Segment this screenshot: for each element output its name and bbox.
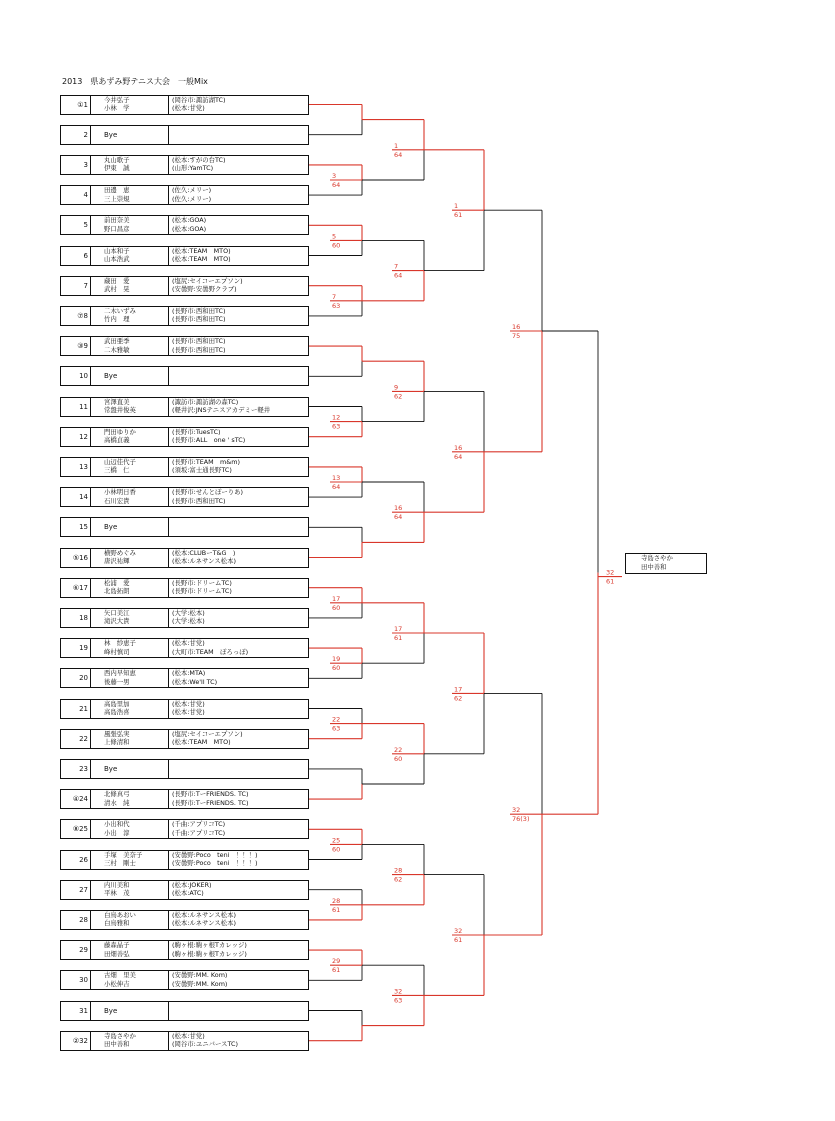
draw-number: 21 [61,700,91,718]
final-winner-number: 32 [606,568,615,577]
player-1-club: (長野市:TuesTC) [172,427,221,436]
player-1-club: (松本:甘党) [172,1031,205,1040]
match-winner-number: 13 [332,474,341,482]
player-2-club: (松本:ルネサンス松本) [172,919,236,928]
player-1-name: 山辺佳代子 [104,457,136,466]
player-2-name: 後藤一男 [104,677,130,686]
player-1-name: 小出和代 [104,820,130,829]
match-score: 76(3) [512,815,530,824]
match-winner-number: 7 [332,292,337,301]
draw-number: 15 [61,518,91,536]
player-1-club: (安曇野:MM. Kom) [172,971,228,980]
draw-number: 14 [61,488,91,506]
match-score: 64 [332,483,341,491]
draw-number: 27 [61,881,91,899]
player-1-name: 今井弘子 [104,95,130,104]
player-2-name: 小松伸吉 [104,979,130,988]
match-score: 63 [332,724,341,733]
champion-player-2: 田中善和 [641,562,667,571]
player-1-name: 風張弘実 [104,729,130,738]
player-1-club: (長野市:西和田TC) [172,306,226,315]
player-1-club: (千曲:アプリコTC) [172,820,226,829]
player-1-club: (長野市:せんとぽーりあ) [172,488,244,497]
match-score: 64 [332,181,341,189]
draw-number: 4 [61,186,91,204]
player-2-name: 三上崇規 [104,194,130,203]
match-score: 61 [394,634,403,642]
player-2-club: (長野市:ALL one ' sTC) [172,436,246,445]
draw-number: 10 [61,367,91,385]
draw-number: ⑧25 [61,820,91,838]
draw-number: 29 [61,941,91,959]
draw-number: 30 [61,971,91,989]
player-1-club: (松本:CLUBーT&G ) [172,548,236,557]
draw-number: 2 [61,126,91,144]
player-2-club: (大町市:TEAM ぽろっぽ) [172,647,249,656]
player-1-club: (松本:TEAM MTO) [172,246,231,255]
player-2-name: 野口昌彦 [104,224,130,233]
player-1-name: 山本和子 [104,246,130,255]
player-1-club: (松本:甘党) [172,699,205,708]
player-2-name: 峰村慎司 [104,647,130,656]
match-winner-number: 28 [394,866,403,875]
match-winner-number: 9 [394,383,399,392]
player-2-club: (長野市:TーFRIENDS. TC) [172,798,249,807]
draw-number: 18 [61,609,91,627]
player-1-name: 田邊 恵 [104,186,130,195]
draw-number: 12 [61,428,91,446]
player-1-club: (佐久:メリー) [172,186,212,195]
player-2-name: 白鳥雅和 [104,919,130,928]
match-winner-number: 22 [394,745,403,754]
player-1-name: 寺島さやか [104,1031,136,1040]
player-2-name: 小出 淳 [104,828,130,837]
player-1-club: (松本:GOA) [172,216,207,225]
player-2-name: 三橋 仁 [104,466,130,475]
draw-number: 22 [61,730,91,748]
bye-label: Bye [104,1006,118,1015]
player-1-name: 高島里加 [104,699,130,708]
player-2-name: 小林 学 [104,104,130,112]
match-score: 75 [512,332,521,340]
player-2-name: 上條清和 [104,738,130,747]
bye-label: Bye [104,523,118,532]
match-winner-number: 17 [332,594,341,603]
player-2-name: 田中善和 [104,1040,130,1049]
draw-number: ⑤16 [61,549,91,567]
match-score: 60 [394,754,403,763]
final-score: 61 [606,577,615,586]
player-2-club: (安曇野:Poco teni ！！！) [172,859,258,867]
draw-number: 13 [61,458,91,476]
match-winner-number: 32 [512,806,521,815]
match-winner-number: 3 [332,172,337,180]
player-1-club: (諏訪市:諏訪湖の森TC) [172,397,239,406]
match-winner-number: 28 [332,896,341,905]
match-score: 62 [394,392,403,401]
draw-number: 6 [61,247,91,265]
player-2-name: 高島浩喜 [104,708,130,716]
player-2-club: (安曇野:安曇野クラブ) [172,285,237,294]
player-1-name: 二木いずみ [104,306,136,315]
player-2-club: (大学:松本) [172,617,205,626]
player-1-club: (松本:MTA) [172,669,206,678]
player-1-name: 横野めぐみ [104,548,136,557]
match-score: 60 [332,845,341,854]
bye-label: Bye [104,130,118,139]
player-2-club: (松本:ATC) [172,889,204,898]
player-1-club: (長野市:TーFRIENDS. TC) [172,790,249,799]
player-1-club: (大学:松本) [172,608,205,617]
draw-number: ⑦8 [61,307,91,325]
player-2-club: (岡谷市:ユニバースTC) [172,1040,238,1049]
player-1-club: (安曇野:Poco teni ！！！) [172,850,258,859]
draw-number: ③9 [61,337,91,355]
match-winner-number: 17 [454,685,463,694]
match-winner-number: 1 [394,141,399,150]
player-2-club: (長野市:西和田TC) [172,315,226,324]
draw-number: ①1 [61,96,91,114]
match-score: 60 [332,603,341,612]
draw-number: ②32 [61,1032,91,1050]
player-1-name: 西内早知恵 [104,669,136,678]
match-score: 61 [332,905,341,914]
player-1-name: 藤森晶子 [104,941,130,950]
match-score: 63 [332,301,341,310]
player-2-club: (千曲:アプリコTC) [172,828,226,837]
match-winner-number: 32 [394,987,403,996]
match-winner-number: 17 [394,625,403,633]
player-2-club: (松本:We'll TC) [172,677,218,686]
match-score: 63 [332,422,341,431]
player-2-name: 滝沢大貴 [104,617,130,626]
player-2-club: (長野市:西和田TC) [172,496,226,505]
player-2-name: 竹内 理 [104,315,130,324]
draw-number: 23 [61,760,91,778]
match-score: 61 [332,966,341,975]
player-1-name: 武田亜季 [104,337,130,346]
player-2-name: 平林 茂 [104,889,130,898]
match-winner-number: 16 [394,504,403,513]
bye-label: Bye [104,372,118,381]
draw-number: 26 [61,851,91,869]
player-2-name: 石川宏貴 [104,496,130,505]
player-2-name: 田畑善弘 [104,949,130,958]
player-2-name: 常盤井俊英 [104,406,136,414]
player-1-club: (長野市:西和田TC) [172,337,226,346]
player-1-name: 宮澤直美 [104,397,130,406]
player-2-club: (山形:YamTC) [172,164,214,173]
player-2-club: (松本:GOA) [172,224,207,233]
player-2-club: (駒ヶ根:駒ヶ根Tカレッジ) [172,949,247,958]
player-2-club: (松本:甘党) [172,708,205,716]
player-1-name: 小林明日香 [104,488,136,497]
player-1-name: 林 紗恵子 [104,639,136,648]
draw-number: 5 [61,216,91,234]
match-winner-number: 7 [394,262,399,271]
player-1-name: 北條真弓 [104,790,130,799]
match-score: 62 [394,875,403,884]
match-score: 64 [454,452,463,461]
match-score: 61 [454,211,463,220]
player-1-name: 門田ゆりか [104,427,136,436]
player-1-club: (塩尻:セイコーエプソン) [172,729,243,738]
match-winner-number: 32 [454,927,463,935]
player-2-club: (長野市:ドリームTC) [172,587,232,596]
draw-number: 7 [61,277,91,295]
player-2-name: 二木雅敏 [104,345,130,354]
player-2-name: 伊東 誠 [104,164,130,173]
match-winner-number: 22 [332,715,341,724]
match-winner-number: 12 [332,413,341,422]
match-score: 64 [394,271,403,280]
draw-number: 28 [61,911,91,929]
tournament-title: 2013 県あずみ野テニス大会 一般Mix [62,77,208,86]
draw-number: 20 [61,669,91,687]
draw-number: ④24 [61,790,91,808]
player-1-club: (松本:すがの台TC) [172,155,226,164]
player-2-club: (軽井沢:JNSテニスアカデミー軽井 [172,406,271,414]
player-2-name: 高橋貞義 [104,436,130,445]
draw-number: 31 [61,1002,91,1020]
match-score: 60 [332,241,341,250]
match-score: 64 [394,150,403,159]
player-1-club: (松本:JOKER) [172,880,212,889]
player-1-club: (松本:ルネサンス松本) [172,910,236,919]
player-1-club: (松本:甘党) [172,639,205,648]
match-winner-number: 5 [332,232,337,241]
player-1-name: 矢口美江 [104,608,130,617]
match-score: 61 [454,936,463,944]
player-2-name: 北島拓朗 [104,587,130,596]
player-2-club: (佐久:メリー) [172,194,212,203]
match-score: 60 [332,664,341,673]
match-score: 64 [394,513,403,522]
player-2-name: 武村 晃 [104,285,130,294]
match-winner-number: 25 [332,836,341,845]
draw-number: 19 [61,639,91,657]
player-1-club: (塩尻:セイコーエプソン) [172,276,243,285]
match-winner-number: 16 [512,323,521,331]
match-score: 63 [394,996,403,1005]
player-1-name: 内川美和 [104,880,130,889]
bye-label: Bye [104,764,118,773]
player-2-club: (松本:甘党) [172,104,205,112]
match-score: 62 [454,694,463,703]
player-2-club: (松本:ルネサンス松本) [172,557,236,565]
match-winner-number: 16 [454,443,463,452]
player-1-name: 古畑 里美 [104,971,136,980]
match-winner-number: 19 [332,655,341,664]
player-1-name: 松浦 愛 [104,578,130,587]
match-winner-number: 1 [454,202,459,211]
player-1-name: 蔵田 愛 [104,276,130,285]
champion-box [625,553,707,574]
player-2-club: (須坂:富士通長野TC) [172,466,232,475]
champion-player-1: 寺島さやか [641,554,673,562]
player-2-name: 三村 剛士 [104,859,136,867]
player-1-club: (岡谷市:諏訪湖TC) [172,95,226,104]
draw-number: 11 [61,398,91,416]
player-2-club: (松本:TEAM MTO) [172,738,231,747]
match-winner-number: 29 [332,957,341,966]
player-2-club: (長野市:西和田TC) [172,345,226,354]
draw-number: ⑥17 [61,579,91,597]
player-2-name: 山本浩武 [104,255,130,263]
player-2-name: 清水 純 [104,798,130,807]
player-2-club: (安曇野:MM. Kom) [172,979,228,988]
player-1-name: 前田奈美 [104,216,130,225]
player-1-name: 丸山歌子 [104,155,130,164]
draw-number: 3 [61,156,91,174]
player-1-club: (長野市:ドリームTC) [172,578,232,587]
player-1-club: (駒ヶ根:駒ヶ根Tカレッジ) [172,941,247,950]
player-1-name: 白鳥あおい [104,910,136,919]
player-2-name: 唐沢祐輝 [104,557,130,565]
player-1-club: (長野市:TEAM m&m) [172,457,240,466]
player-1-name: 手塚 美奈子 [104,850,143,859]
player-2-club: (松本:TEAM MTO) [172,255,231,263]
